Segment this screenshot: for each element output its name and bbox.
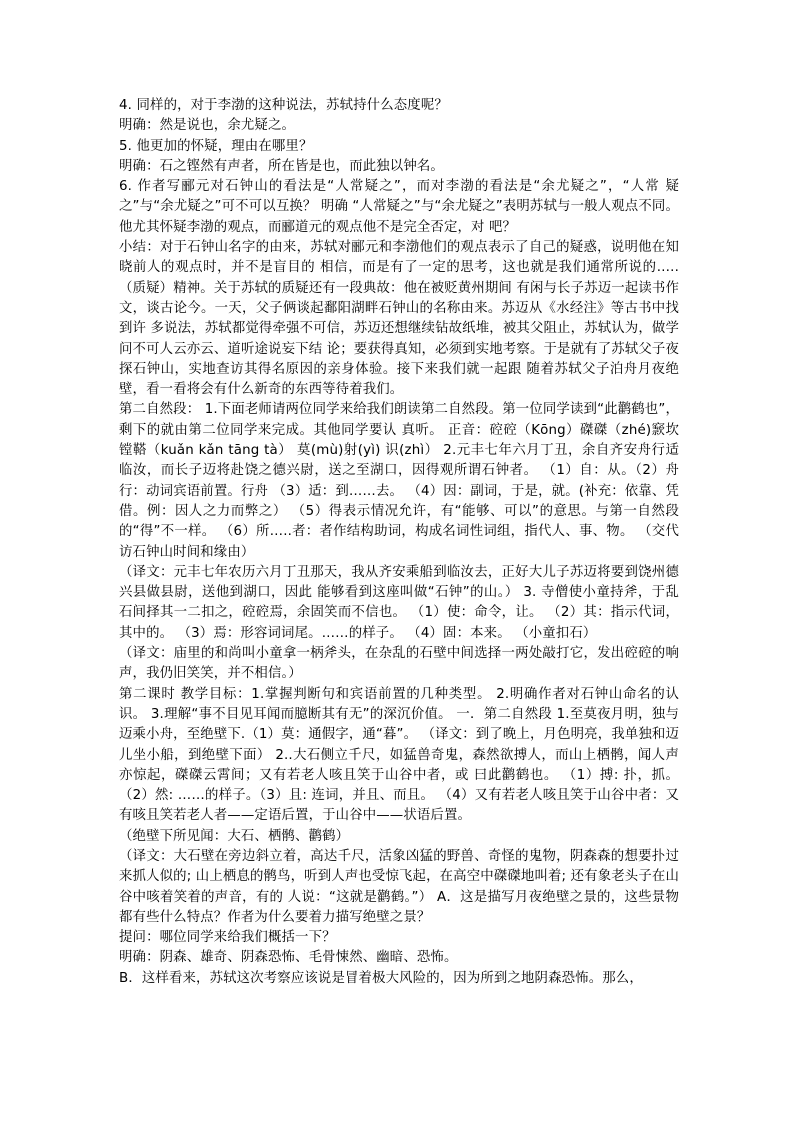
text-paragraph: 第二自然段： 1.下面老师请两位同学来给我们朗读第二自然段。第一位同学读到“此鹳鹤也”，剩下的就由第二位同学来完成。其他同学要认 真听。 正音：硿硿（Kōng）磔磔（zhé)窾坎镗鞳（kuǎn kǎn tāng tà） 莫(mù)射(yì) 识(zhì） 2.元丰七年六月丁丑，余自齐安舟行适临汝，而长子迈将赴饶之德兴尉，送之至湖口，因得观所谓石钟者。 （1）自：从。（2）舟行：动词宾语前置。行舟 （3）适：到……去。 （4）因：副词，于是，就。(补充：依靠、凭借。例：因人之力而弊之） （5）得表示情况允许，有“能够、可以”的意思。与第一自然段的“得”不一样。 （6）所…..者：者作结构助词，构成名词性词组，指代人、事、物。 （交代访石钟山时间和缘由） xyxy=(119,402,679,560)
text-paragraph: （绝壁下所见闻：大石、栖鹘、鹳鹤） xyxy=(119,828,350,844)
text-paragraph: 明确：然是说也，余尤疑之。 xyxy=(119,118,296,134)
text-paragraph: 明确：阴森、雄奇、阴森恐怖、毛骨悚然、幽暗、恐怖。 xyxy=(119,950,458,966)
text-paragraph: 6. 作者写郦元对石钟山的看法是“人常疑之”，而对李渤的看法是“余尤疑之”，“人常 疑之”与“余尤疑之”可不可以互换？ 明确 “人常疑之”与“余尤疑之”表明苏轼与一般人观点不同。他尤其怀疑李渤的观点，而郦道元的观点他不是完全否定，对 吧？ xyxy=(119,179,679,235)
text-paragraph: 5. 他更加的怀疑，理由在哪里？ xyxy=(119,138,313,154)
text-paragraph: （译文：元丰七年农历六月丁丑那天，我从齐安乘船到临汝去，正好大儿子苏迈将要到饶州德兴县做县尉，送他到湖口，因此 能够看到这座叫做“石钟”的山。） 3. 寺僧使小童持斧，于乱石间择其一二扣之，硿硿焉，余固笑而不信也。 （1）使：命令，让。 （2）其：指示代词，其中的。 （3）焉：形容词词尾。……的样子。 （4）固：本来。 （小童扣石） xyxy=(119,564,679,641)
document-body xyxy=(119,96,679,989)
text-paragraph: （译文：大石壁在旁边斜立着，高达千尺，活象凶猛的野兽、奇怪的鬼物，阴森森的想要扑过来抓人似的; 山上栖息的鹘鸟，听到人声也受惊飞起，在高空中磔磔地叫着; 还有象老头子在山谷中咳着笑着的声音，有的 人说：“这就是鹳鹤。”） A．这是描写月夜绝壁之景的，这些景物都有些什么特点？作者为什么要着力描写绝壁之景？ xyxy=(119,848,679,925)
text-paragraph: （译文：庙里的和尚叫小童拿一柄斧头，在杂乱的石壁中间选择一两处敲打它，发出硿硿的响声，我仍旧笑笑，并不相信。） xyxy=(119,646,679,682)
text-paragraph: 4. 同样的，对于李渤的这种说法，苏轼持什么态度呢？ xyxy=(119,98,448,113)
text-paragraph: B．这样看来，苏轼这次考察应该说是冒着极大风险的，因为所到之地阴森恐怖。那么， xyxy=(119,970,643,986)
text-paragraph: 提问：哪位同学来给我们概括一下？ xyxy=(119,930,336,946)
text-paragraph: 第二课时 教学目标：1.掌握判断句和宾语前置的几种类型。 2.明确作者对石钟山命名的认识。 3.理解“事不目见耳闻而臆断其有无”的深沉价值。 一．第二自然段 1.至莫夜月明，独与迈乘小舟，至绝壁下.（1）莫：通假字，通“暮”。 （译文：到了晚上，月色明亮，我单独和迈儿坐小船，到绝壁下面） 2..大石侧立千尺，如猛兽奇鬼，森然欲搏人，而山上栖鹘，闻人声亦惊起，磔磔云霄间；又有若老人咳且笑于山谷中者，或 曰此鹳鹤也。 （1）搏: 扑，抓。（2）然: ……的样子。（3）且: 连词，并且、而且。 （4）又有若老人咳且笑于山谷中者：又有咳且笑若老人者——定语后置，于山谷中——状语后置。 xyxy=(119,686,679,824)
text-paragraph: 明确：石之铿然有声者，所在皆是也，而此独以钟名。 xyxy=(119,158,444,174)
text-paragraph: 小结：对于石钟山名字的由来，苏轼对郦元和李渤他们的观点表示了自己的疑惑，说明他在知晓前人的观点时，并不是盲目的 相信，而是有了一定的思考，这也就是我们通常所说的…..（质疑）精神。关于苏轼的质疑还有一段典故：他在被贬黄州期间 有闲与长子苏迈一起读书作文，谈古论今。一天，父子俩谈起鄱阳湖畔石钟山的名称由来。苏迈从《水经注》等古书中找到许 多说法，苏轼都觉得牵强不可信，苏迈还想继续钻故纸堆，被其父阻止，苏轼认为，做学问不可人云亦云、道听途说妄下结 论；要获得真知，必须到实地考察。于是就有了苏轼父子夜探石钟山，实地查访其得名原因的亲身体验。接下来我们就一起跟 随着苏轼父子泊舟月夜绝壁，看一看将会有什么新奇的东西等待着我们。 xyxy=(119,240,679,398)
